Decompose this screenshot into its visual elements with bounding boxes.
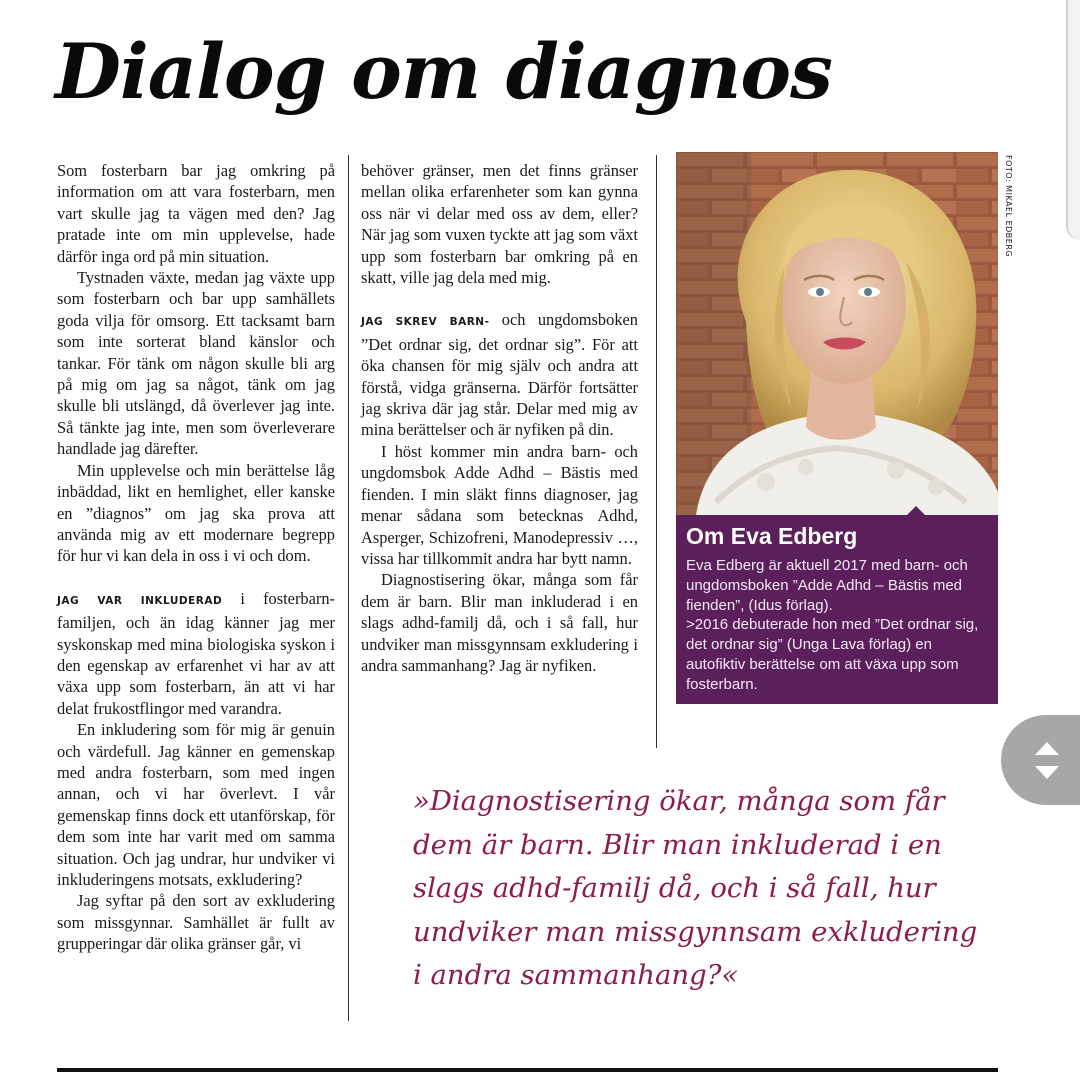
arrow-down-icon [1035, 766, 1059, 779]
bottom-rule [57, 1068, 998, 1072]
paragraph: I höst kommer min andra barn- och ungdomsbok Adde Adhd – Bästis med fienden. I min släkt finns diagnoser, jag menar sådana som betecknas Adhd, Asperger, Schizofreni, Manodepressiv …, vissa har tillkommit andra har bytt namn. [361, 441, 638, 568]
author-infobox [676, 515, 998, 704]
text-column-2 [361, 160, 638, 676]
infobox-text: Eva Edberg är aktuell 2017 med barn- och ungdomsboken ”Adde Adhd – Bästis med fienden”, (Idus förlag). [686, 557, 968, 614]
infobox-text: >2016 debuterade hon med ”Det ordnar sig, det ordnar sig” (Unga Lava förlag) en autofiktiv berättelse om att växa upp som fosterbarn. [686, 616, 979, 693]
author-photo [676, 152, 998, 515]
arrow-up-icon [1035, 742, 1059, 755]
pull-quote: »Diagnostisering ökar, många som får dem är barn. Blir man inkluderad i en slags adhd-familj då, och i så fall, hur undviker man missgynnsam exkludering i andra sammanhang?« [413, 785, 978, 991]
paragraph-text: och ungdomsboken ”Det ordnar sig, det ordnar sig”. För att öka chansen för mig själv och andra att förstå, vidga gränserna. Därför fortsätter jag skriva där jag står. Delar med mig av mina berättelser och är nyfiken på din. [361, 310, 638, 440]
paragraph: behöver gränser, men det finns gränser mellan olika erfarenheter som kan gynna oss när vi delar med oss av dem, eller? När jag som vuxen tyckte att jag som växt upp som fosterbarn bar omkring på en skatt, ville jag dela med mig. [361, 161, 638, 288]
article-title: Dialog om diagnos [55, 27, 832, 116]
paragraph-text: i fosterbarn-familjen, och än idag känner jag mer syskonskap med mina biologiska syskon i den egenskap av erfarenhet vi har av att växa upp som fosterbarn, än att vi har delat frukostflingor med varandra. [57, 588, 336, 718]
lead-in: JAG SKREV BARN- [361, 316, 490, 329]
paragraph: Som fosterbarn bar jag omkring på information om att vara fosterbarn, men vart skulle jag ta vägen med den? Jag pratade inte om min upplevelse, hade därför inga ord på min situation. [57, 161, 335, 266]
column-divider [348, 155, 349, 1021]
infobox-notch [906, 506, 926, 516]
paragraph [361, 309, 638, 440]
paragraph: Min upplevelse och min berättelse låg inbäddad, likt en hemlighet, eller kanske en ”diagnos” om jag ska prova att använda mig av ett modernare begrepp för hur vi kan dela in oss i vi och dom. [57, 460, 335, 566]
paragraph: En inkludering som för mig är genuin och värdefull. Jag känner en gemenskap med andra fosterbarn, som med ingen annan, och vi har överlevt. I vår gemenskap finns dock ett utanförskap, för dem som inte har varit med om samma situation. Och jag undrar, hur undviker vi inkluderingens motsats, exkludering? [57, 720, 335, 889]
paragraph: Jag syftar på den sort av exkludering som missgynnar. Samhället är fullt av grupperingar där olika gränser går, vi [57, 891, 335, 954]
paragraph: Diagnostisering ökar, många som får dem är barn. Blir man inkluderad i en slags adhd-familj då, och i så fall, hur undviker man missgynnsam exkludering i andra sammanhang? Jag är nyfiken. [361, 570, 638, 675]
paragraph: Tystnaden växte, medan jag växte upp som fosterbarn och bar upp samhällets goda vilja för omsorg. Ett tacksamt barn som inte sorterat bland känslor och tankar. För tänk om någon skulle bli arg på mig om jag sa något, tänk om jag skulle bli utslängd, då överlever jag inte. Så tänkte jag inte, men som överleverare handlade jag därefter. [57, 268, 335, 459]
column-divider [656, 155, 657, 748]
paragraph [57, 588, 335, 719]
infobox-heading: Om Eva Edberg [686, 523, 858, 549]
text-column-1 [57, 160, 335, 955]
page-edge [1066, 0, 1080, 240]
photo-credit: FOTO: MIKAEL EDBERG [1004, 155, 1013, 258]
scroll-button[interactable] [1001, 715, 1080, 805]
lead-in: JAG VAR INKLUDERAD [57, 594, 223, 607]
